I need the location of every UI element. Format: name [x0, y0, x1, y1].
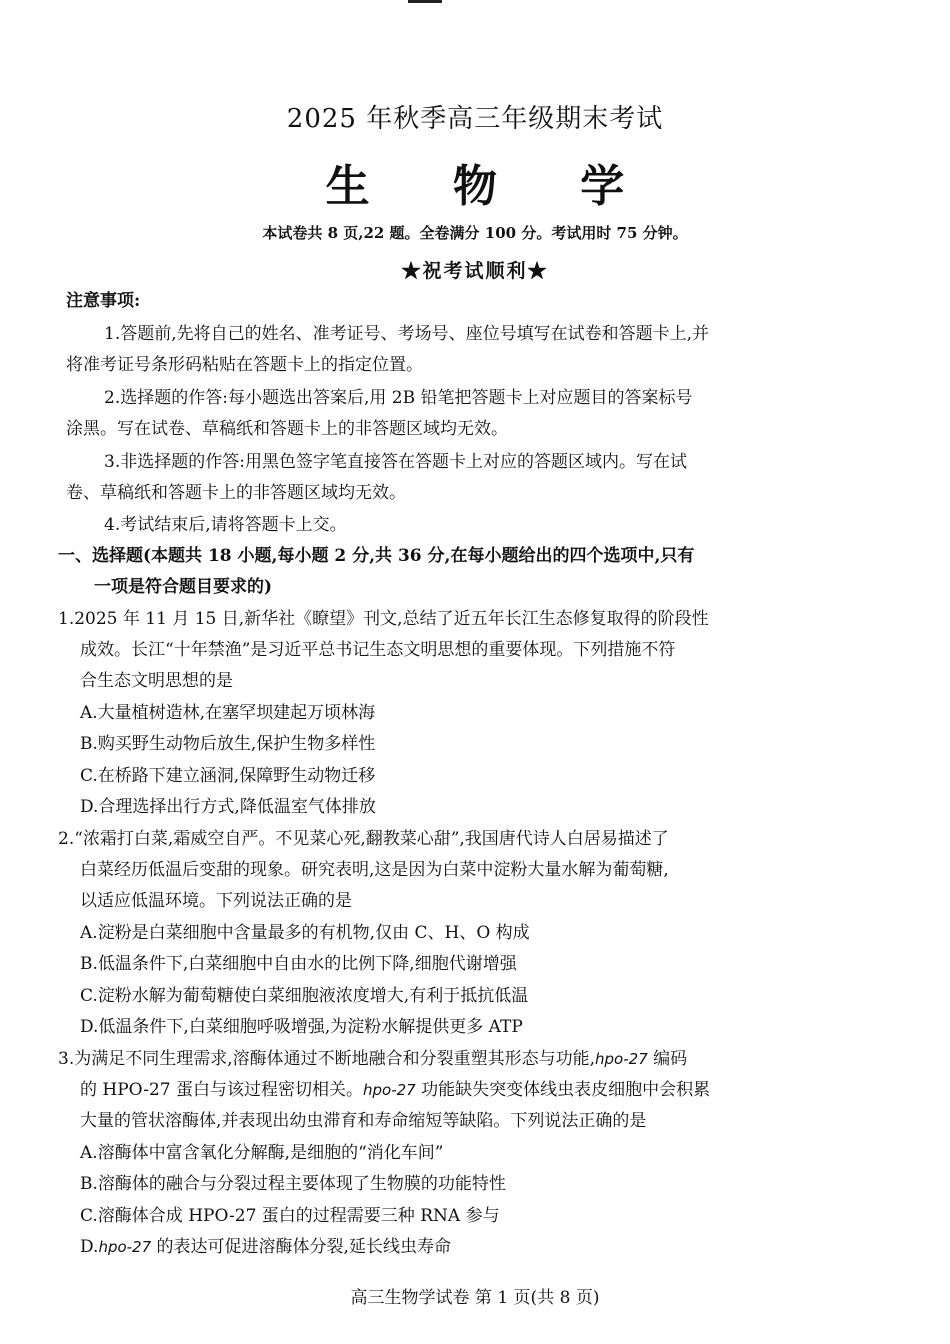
question-1-option-d: D.合理选择出行方式,降低温室气体排放 — [80, 797, 376, 817]
notes-line: 将准考证号条形码粘贴在答题卡上的指定位置。 — [66, 355, 423, 375]
question-3-stem-text: 的 HPO-27 蛋白与该过程密切相关。 — [80, 1080, 364, 1100]
section-heading: 一、选择题(本题共 18 小题,每小题 2 分,共 36 分,在每小题给出的四个选项中,只有 — [58, 546, 695, 566]
question-1-option-b: B.购买野生动物后放生,保护生物多样性 — [80, 734, 376, 754]
good-luck-banner: ★祝考试顺利★ — [401, 260, 549, 282]
option-text: 的表达可促进溶酶体分裂,延长线虫寿命 — [151, 1237, 451, 1257]
question-3-option-b: B.溶酶体的融合与分裂过程主要体现了生物膜的功能特性 — [80, 1174, 506, 1194]
question-1-option-a: A.大量植树造林,在塞罕坝建起万顷林海 — [80, 703, 376, 723]
option-letter: D. — [80, 1237, 99, 1257]
question-3-stem — [80, 1079, 710, 1101]
gene-name: hpo-27 — [595, 1050, 648, 1068]
question-2-stem: 2.“浓霜打白菜,霜威空自严。不见菜心死,翻教菜心甜”,我国唐代诗人白居易描述了 — [58, 829, 669, 849]
subject-title: 生 物 学 — [325, 161, 659, 212]
gene-name: hpo-27 — [98, 1238, 152, 1256]
question-2-option-a: A.淀粉是白菜细胞中含量最多的有机物,仅由 C、H、O 构成 — [80, 923, 530, 943]
question-1-stem: 1.2025 年 11 月 15 日,新华社《瞭望》刊文,总结了近五年长江生态修复取得的阶段性 — [58, 609, 709, 629]
notes-line: 2.选择题的作答:每小题选出答案后,用 2B 铅笔把答题卡上对应题目的答案标号 — [104, 388, 693, 408]
question-2-option-d: D.低温条件下,白菜细胞呼吸增强,为淀粉水解提供更多 ATP — [80, 1017, 523, 1037]
question-2-option-b: B.低温条件下,白菜细胞中自由水的比例下降,细胞代谢增强 — [80, 954, 517, 974]
question-2-option-c: C.淀粉水解为葡萄糖使白菜细胞液浓度增大,有利于抵抗低温 — [80, 986, 529, 1006]
question-3-option-d — [80, 1236, 451, 1258]
top-edge-mark — [408, 0, 442, 3]
question-3-stem-text: 编码 — [647, 1049, 688, 1069]
question-3-stem: 大量的管状溶酶体,并表现出幼虫滞育和寿命缩短等缺陷。下列说法正确的是 — [80, 1111, 647, 1131]
question-3-stem-text: 3.为满足不同生理需求,溶酶体通过不断地融合和分裂重塑其形态与功能, — [58, 1049, 596, 1069]
notes-heading: 注意事项: — [66, 291, 141, 311]
question-1-stem: 合生态文明思想的是 — [80, 671, 233, 691]
question-3-option-c: C.溶酶体合成 HPO-27 蛋白的过程需要三种 RNA 参与 — [80, 1206, 500, 1226]
notes-line: 1.答题前,先将自己的姓名、准考证号、考场号、座位号填写在试卷和答题卡上,并 — [104, 324, 710, 344]
question-3-stem — [58, 1048, 687, 1070]
notes-line: 4.考试结束后,请将答题卡上交。 — [104, 515, 347, 535]
question-1-stem: 成效。长江“十年禁渔”是习近平总书记生态文明思想的重要体现。下列措施不符 — [80, 640, 676, 660]
page-footer: 高三生物学试卷 第 1 页(共 8 页) — [350, 1288, 600, 1308]
exam-info: 本试卷共 8 页,22 题。全卷满分 100 分。考试用时 75 分钟。 — [262, 224, 688, 242]
question-3-stem-text: 功能缺失突变体线虫表皮细胞中会积累 — [415, 1080, 711, 1100]
question-2-stem: 以适应低温环境。下列说法正确的是 — [80, 891, 352, 911]
notes-line: 卷、草稿纸和答题卡上的非答题区域均无效。 — [66, 483, 406, 503]
question-3-option-a: A.溶酶体中富含氧化分解酶,是细胞的“消化车间” — [80, 1143, 444, 1163]
question-2-stem: 白菜经历低温后变甜的现象。研究表明,这是因为白菜中淀粉大量水解为葡萄糖, — [80, 860, 669, 880]
question-1-option-c: C.在桥路下建立涵洞,保障野生动物迁移 — [80, 766, 376, 786]
notes-line: 涂黑。写在试卷、草稿纸和答题卡上的非答题区域均无效。 — [66, 419, 508, 439]
exam-title: 2025 年秋季高三年级期末考试 — [286, 104, 664, 134]
notes-line: 3.非选择题的作答:用黑色签字笔直接答在答题卡上对应的答题区域内。写在试 — [104, 452, 687, 472]
gene-name: hpo-27 — [363, 1081, 416, 1099]
section-heading-cont: 一项是符合题目要求的) — [94, 577, 273, 597]
